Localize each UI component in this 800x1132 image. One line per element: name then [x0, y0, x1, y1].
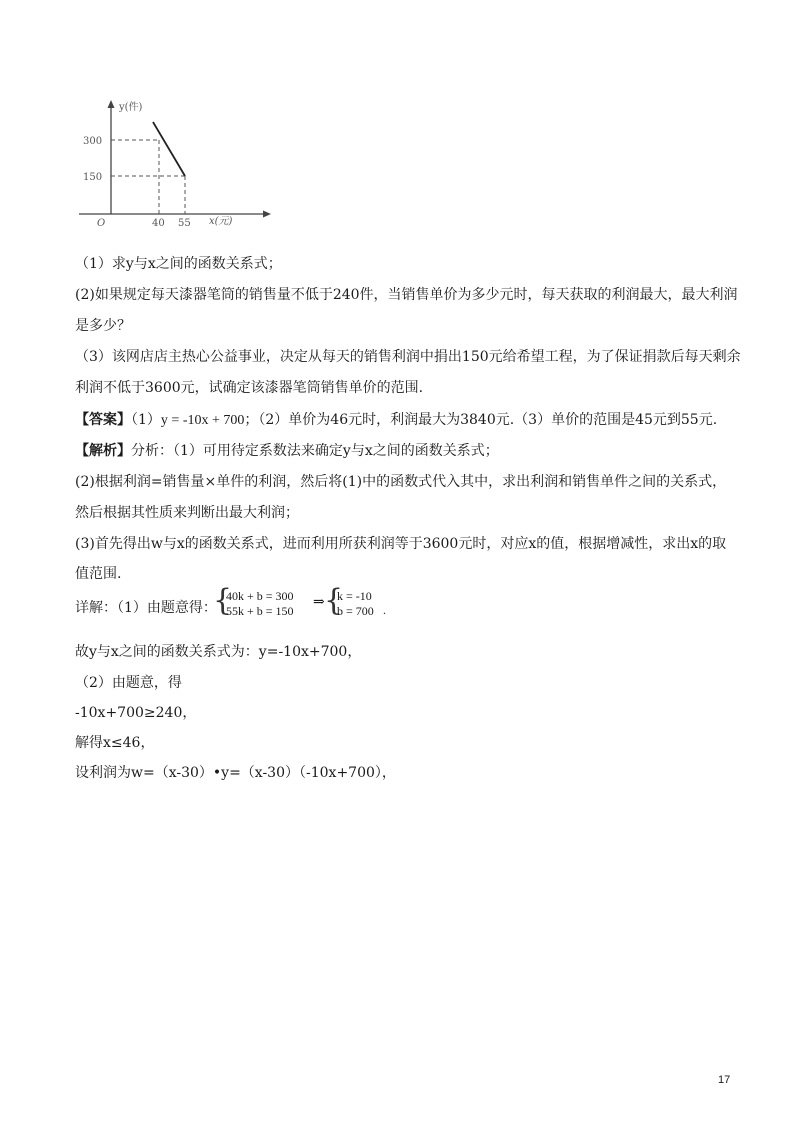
answer-line [75, 410, 735, 431]
analysis-label: 【解析】 [75, 443, 131, 459]
solution-solve: 解得x≤46， [75, 735, 155, 751]
solution-k: k = -10 [337, 589, 372, 603]
price-sales-graph [75, 96, 275, 236]
implies-arrow: ⇒ [313, 595, 325, 610]
origin-label: O [97, 218, 106, 229]
data-line [153, 122, 185, 176]
analysis-line-3: 然后根据其性质来判断出最大利润； [75, 505, 299, 521]
analysis-line-1 [75, 441, 735, 461]
question-2-line-2: 是多少？ [75, 318, 131, 334]
detail-label: 详解：（1）由题意得： [75, 600, 217, 616]
answer-label: 【答案】 [75, 412, 131, 428]
left-brace-1: { [213, 583, 233, 618]
equation-2: 55k + b = 150 [226, 604, 294, 618]
solution-period: . [383, 603, 386, 617]
solution-result: 故y与x之间的函数关系式为：y=-10x+700， [75, 644, 362, 660]
analysis-line-4: (3)首先得出w与x的函数关系式，进而利用所获利润等于3600元时，对应x的值，根据增减性，求出x的取 [75, 536, 727, 552]
x-axis-label: x(元) [209, 216, 233, 227]
answer-part1-prefix: （1） [131, 412, 161, 428]
analysis-text-1: 分析：（1）可用待定系数法来确定y与x之间的函数关系式； [131, 443, 499, 459]
x-tick-55: 55 [178, 218, 191, 229]
answer-formula: y = -10x + 700 [160, 413, 245, 428]
y-axis-label: y(件) [119, 102, 143, 113]
answer-rest: ；（2）单价为46元时，利润最大为3840元.（3）单价的范围是45元到55元. [244, 412, 718, 428]
left-brace-2: { [324, 583, 344, 618]
y-axis-arrow [108, 100, 115, 108]
x-axis-arrow [263, 211, 271, 218]
analysis-line-2: (2)根据利润=销售量×单件的利润，然后将(1)中的函数式代入其中，求出利润和销售单件之间的关系式， [75, 474, 727, 490]
solution-b: b = 700 [337, 604, 374, 618]
x-tick-40: 40 [152, 218, 165, 229]
question-3-line-1: （3）该网店店主热心公益事业，决定从每天的销售利润中捐出150元给希望工程，为了保证捐款后每天剩余 [75, 349, 741, 365]
question-3-line-2: 利润不低于3600元，试确定该漆器笔筒销售单价的范围. [75, 380, 424, 396]
analysis-line-5: 值范围. [75, 566, 122, 582]
y-tick-150: 150 [83, 172, 103, 183]
equation-1: 40k + b = 300 [226, 589, 294, 603]
solution-inequality: -10x+700≥240， [75, 705, 197, 721]
page-number: 17 [718, 1074, 731, 1086]
question-1: （1）求y与x之间的函数关系式； [75, 256, 282, 272]
y-tick-300: 300 [83, 136, 103, 147]
question-2-line-1: (2)如果规定每天漆器笔筒的销售量不低于240件，当销售单价为多少元时，每天获取的利润最大，最大利润 [75, 287, 738, 303]
solution-q2: （2）由题意，得 [75, 675, 182, 691]
solution-profit: 设利润为w=（x-30）•y=（x-30）（-10x+700）， [75, 765, 396, 781]
